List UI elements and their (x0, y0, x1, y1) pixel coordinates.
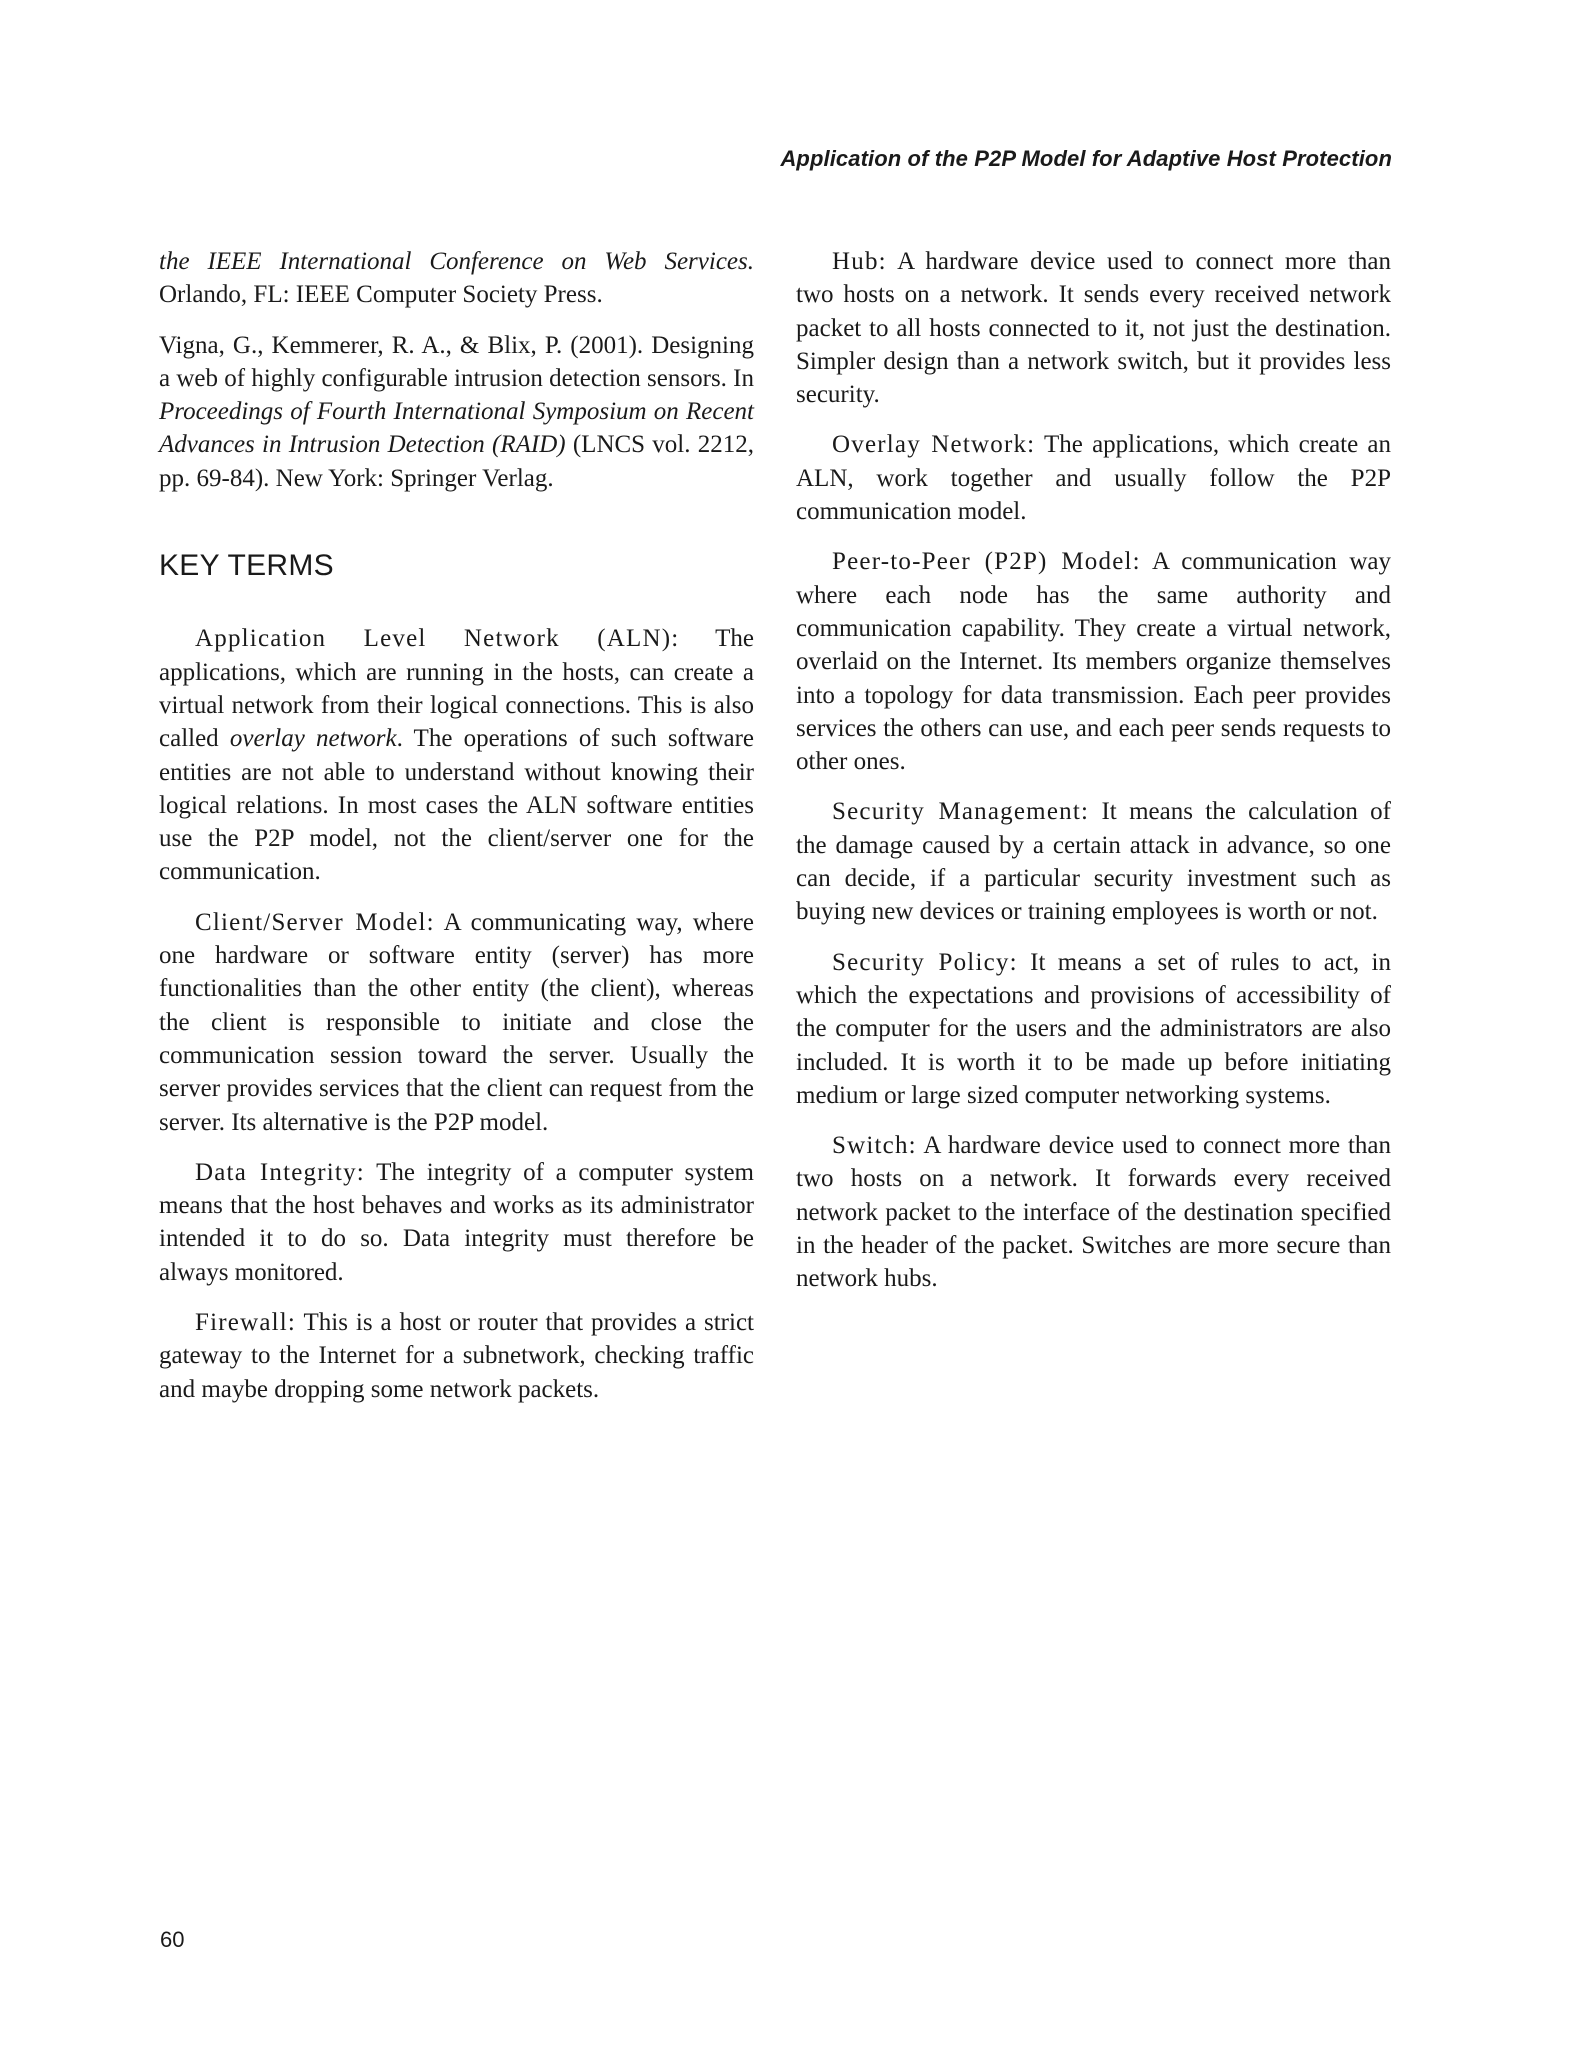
key-term-p2p-model (796, 545, 1391, 778)
key-term-label: Overlay Network: (832, 431, 1036, 459)
key-term-definition: The applications, which are running in the hosts, can create a virtual network from their logical connections. This is also called (159, 625, 755, 753)
key-term-definition: The applications, which create an ALN, work together and usually follow the P2P communication model. (796, 431, 1391, 526)
key-term-definition: A hardware device used to connect more than two hosts on a network. It forwards every received network packet to the interface of the destination specified in the header of the packet. Switches are more secure than network hubs. (796, 1132, 1391, 1293)
key-term-label: Switch: (832, 1132, 917, 1160)
page-number: 60 (160, 1927, 185, 1952)
key-term-switch (796, 1129, 1391, 1295)
key-term-label: Firewall: (195, 1309, 297, 1337)
key-term-overlay-network (796, 428, 1391, 528)
key-term-definition: A communicating way, where one hardware or software entity (server) has more functionalities than the other entity (the client), whereas the client is responsible to initiate and close the communication session toward the server. Usually the server provides services that the client can request from the server. Its alternative is the P2P model. (159, 908, 754, 1136)
key-term-security-management (796, 795, 1391, 928)
key-term-label: Application Level Network (ALN): (195, 625, 680, 653)
reference-vigna (159, 329, 754, 495)
key-term-client-server (159, 906, 754, 1139)
key-term-label: Data Integrity: (195, 1158, 365, 1186)
key-term-definition: A hardware device used to connect more than two hosts on a network. It sends every received network packet to all hosts connected to it, not just the destination. Simpler design than a network switch, but it provides less security. (796, 248, 1391, 409)
key-term-label: Peer-to-Peer (P2P) Model: (832, 548, 1141, 576)
key-term-label: Hub: (832, 248, 887, 275)
right-column (796, 245, 1391, 1313)
key-term-data-integrity (159, 1156, 754, 1289)
reference-italic: the IEEE International Conference on Web Services. (159, 248, 754, 275)
key-term-definition-italic: overlay network (229, 725, 397, 753)
left-column (159, 245, 754, 1423)
key-term-hub (796, 245, 1391, 411)
key-term-definition: The integrity of a computer system means that the host behaves and works as its administrator intended it to do so. Data integrity must therefore be always monitored. (159, 1158, 754, 1286)
key-term-firewall (159, 1306, 754, 1406)
key-term-label: Security Management: (832, 798, 1090, 826)
key-term-definition: . The operations of such software entities are not able to understand without knowing their logical relations. In most cases the ALN software entities use the P2P model, not the client/server one for the communication. (159, 725, 754, 886)
reference-continuation (159, 245, 754, 312)
reference-italic: Proceedings of Fourth International Symposium on Recent Advances in Intrusion Detection (RAID) (159, 398, 754, 459)
key-term-definition: It means the calculation of the damage caused by a certain attack in advance, so one can decide, if a particular security investment such as buying new devices or training employees is worth or not. (796, 798, 1391, 926)
key-term-definition: This is a host or router that provides a strict gateway to the Internet for a subnetwork, checking traffic and maybe dropping some network packets. (159, 1309, 754, 1403)
key-term-label: Security Policy: (832, 948, 1018, 976)
key-term-definition: A communication way where each node has the same authority and communication capability. They create a virtual network, overlaid on the Internet. Its members organize themselves into a topology for data transmission. Each peer provides services the others can use, and each peer sends requests to other ones. (796, 548, 1391, 776)
reference-text: Orlando, FL: IEEE Computer Society Press. (159, 281, 603, 309)
section-heading-key-terms: KEY TERMS (159, 549, 334, 583)
reference-text: Vigna, G., Kemmerer, R. A., & Blix, P. (2001). Designing a web of highly configurable intrusion detection sensors. In (159, 331, 754, 392)
key-term-label: Client/Server Model: (195, 908, 435, 936)
key-term-security-policy (796, 946, 1391, 1112)
key-term-definition: It means a set of rules to act, in which the expectations and provisions of accessibility of the computer for the users and the administrators are also included. It is worth it to be made up before initiating medium or large sized computer networking systems. (796, 948, 1391, 1109)
key-term-aln (159, 622, 754, 888)
running-header: Application of the P2P Model for Adaptive Host Protection (780, 146, 1392, 171)
reference-text: (LNCS vol. 2212, pp. 69-84). New York: Springer Verlag. (159, 431, 754, 492)
